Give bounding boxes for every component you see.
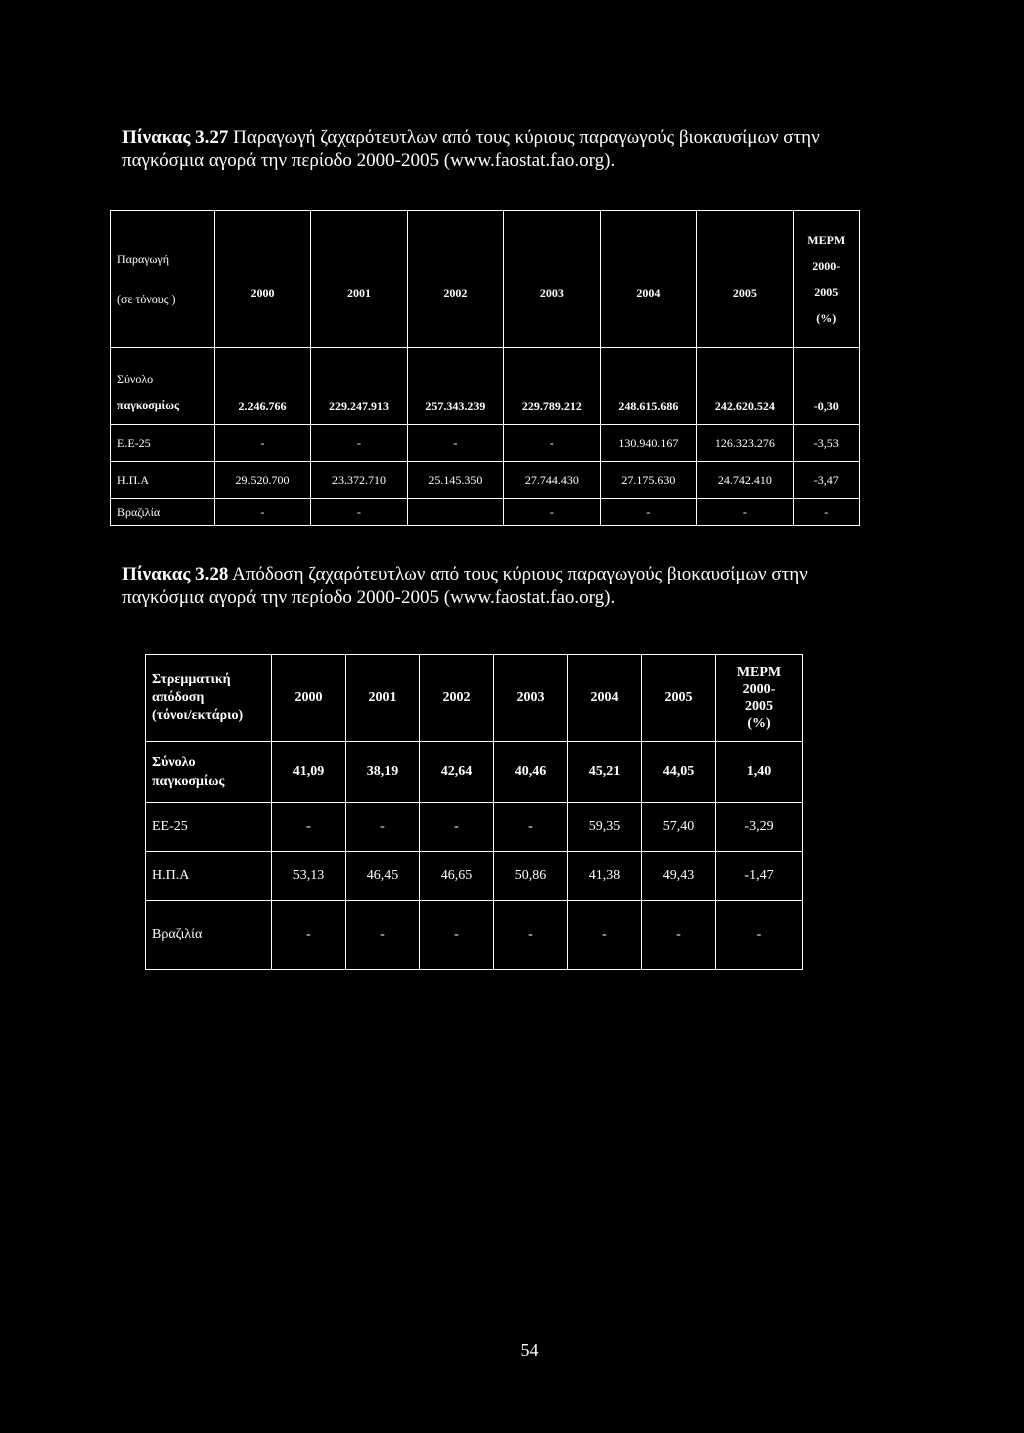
header-line: ΜΕΡΜ <box>807 233 846 247</box>
header-line: (%) <box>747 716 771 731</box>
row-label: Βραζιλία <box>146 901 272 970</box>
row-label <box>111 348 215 425</box>
row-label: Η.Π.Α <box>111 462 215 499</box>
row-label: Ε.Ε-25 <box>111 425 215 462</box>
table-row <box>111 348 860 425</box>
table-cell: 53,13 <box>272 852 346 901</box>
table-cell: - <box>793 499 859 526</box>
header-merp <box>793 211 859 348</box>
table-cell: - <box>346 803 420 852</box>
table-header-row <box>111 211 860 348</box>
table-cell: 23.372.710 <box>311 462 407 499</box>
table-cell: 229.789.212 <box>504 348 600 425</box>
table-cell: - <box>420 803 494 852</box>
row-label-line: παγκοσμίως <box>117 398 180 412</box>
caption-label: Πίνακας 3.27 <box>122 127 229 148</box>
table-cell: - <box>504 425 600 462</box>
table-cell: 59,35 <box>568 803 642 852</box>
table-cell <box>407 499 503 526</box>
header-year: 2004 <box>600 211 696 348</box>
table-cell: 49,43 <box>642 852 716 901</box>
header-first-cell <box>111 211 215 348</box>
header-year: 2002 <box>407 211 503 348</box>
table-cell: - <box>568 901 642 970</box>
table-cell: 1,40 <box>716 742 803 803</box>
table-cell: -3,29 <box>716 803 803 852</box>
table-cell: 257.343.239 <box>407 348 503 425</box>
table-row <box>111 499 860 526</box>
caption-text: Απόδοση ζαχαρότευτλων από τους κύριους παραγωγούς βιοκαυσίμων στην παγκόσμια αγορά την περίοδο 2000-2005 (www.faostat.fao.org). <box>122 564 808 608</box>
table-cell: 130.940.167 <box>600 425 696 462</box>
table-cell: - <box>346 901 420 970</box>
header-line: 2005 <box>745 699 773 714</box>
header-line: (%) <box>816 311 837 325</box>
table-cell: 2.246.766 <box>214 348 310 425</box>
table-cell: - <box>407 425 503 462</box>
table-cell: -3,47 <box>793 462 859 499</box>
header-year: 2001 <box>346 655 420 742</box>
table-cell: - <box>642 901 716 970</box>
table-cell: 25.145.350 <box>407 462 503 499</box>
table-cell: 242.620.524 <box>697 348 793 425</box>
header-first-cell <box>146 655 272 742</box>
table-cell: 40,46 <box>494 742 568 803</box>
table-cell: 126.323.276 <box>697 425 793 462</box>
table-cell: - <box>214 499 310 526</box>
row-label-line: Σύνολο <box>152 755 196 770</box>
table-cell: -0,30 <box>793 348 859 425</box>
table-cell: 42,64 <box>420 742 494 803</box>
table-cell: 41,09 <box>272 742 346 803</box>
page-number: 54 <box>520 1340 539 1360</box>
table-cell: - <box>272 901 346 970</box>
row-label <box>146 742 272 803</box>
header-year: 2004 <box>568 655 642 742</box>
table-cell: - <box>504 499 600 526</box>
header-year: 2002 <box>420 655 494 742</box>
table-cell: 248.615.686 <box>600 348 696 425</box>
table-cell: - <box>214 425 310 462</box>
table-row <box>111 425 860 462</box>
header-year: 2001 <box>311 211 407 348</box>
table-cell: - <box>716 901 803 970</box>
table-cell: - <box>600 499 696 526</box>
table-cell: 27.175.630 <box>600 462 696 499</box>
table-row <box>111 462 860 499</box>
header-line: 2000- <box>812 259 841 273</box>
header-year: 2003 <box>504 211 600 348</box>
table-cell: 50,86 <box>494 852 568 901</box>
header-year: 2000 <box>214 211 310 348</box>
table-cell: -3,53 <box>793 425 859 462</box>
sugar-beet-yield-table <box>145 654 803 970</box>
table-row <box>146 852 803 901</box>
caption-text: Παραγωγή ζαχαρότευτλων από τους κύριους παραγωγούς βιοκαυσίμων στην παγκόσμια αγορά την περίοδο 2000-2005 (www.faostat.fao.org). <box>122 127 820 171</box>
table-cell: 29.520.700 <box>214 462 310 499</box>
header-year: 2003 <box>494 655 568 742</box>
header-line: ΜΕΡΜ <box>736 665 782 680</box>
table-cell: 57,40 <box>642 803 716 852</box>
header-line: (σε τόνους ) <box>117 292 176 306</box>
header-line: Στρεμματική <box>152 672 231 687</box>
table-cell: 46,45 <box>346 852 420 901</box>
row-label-line: Σύνολο <box>117 372 154 386</box>
header-line: (τόνοι/εκτάριο) <box>152 708 244 723</box>
table-cell: 38,19 <box>346 742 420 803</box>
table-cell: 229.247.913 <box>311 348 407 425</box>
table-cell: - <box>272 803 346 852</box>
table-cell: - <box>494 901 568 970</box>
header-merp <box>716 655 803 742</box>
header-year: 2005 <box>697 211 793 348</box>
row-label: Βραζιλία <box>111 499 215 526</box>
table-cell: - <box>697 499 793 526</box>
header-line: 2005 <box>814 285 839 299</box>
table-header-row <box>146 655 803 742</box>
table-cell: 41,38 <box>568 852 642 901</box>
table-cell: - <box>311 425 407 462</box>
table-cell: - <box>494 803 568 852</box>
table-cell: - <box>311 499 407 526</box>
row-label: Η.Π.Α <box>146 852 272 901</box>
table-caption-3-28 <box>122 563 892 609</box>
table-cell: 45,21 <box>568 742 642 803</box>
table-row <box>146 803 803 852</box>
caption-label: Πίνακας 3.28 <box>122 564 229 585</box>
table-row <box>146 742 803 803</box>
table-cell: - <box>420 901 494 970</box>
header-line: απόδοση <box>152 690 205 705</box>
header-line: Παραγωγή <box>117 252 170 266</box>
header-year: 2000 <box>272 655 346 742</box>
table-cell: 27.744.430 <box>504 462 600 499</box>
row-label: ΕΕ-25 <box>146 803 272 852</box>
table-cell: 24.742.410 <box>697 462 793 499</box>
table-cell: 44,05 <box>642 742 716 803</box>
row-label-line: παγκοσμίως <box>152 774 225 789</box>
sugar-beet-production-table <box>110 210 860 526</box>
table-row <box>146 901 803 970</box>
header-year: 2005 <box>642 655 716 742</box>
table-cell: 46,65 <box>420 852 494 901</box>
header-line: 2000- <box>742 682 776 697</box>
table-caption-3-27 <box>122 126 892 172</box>
table-cell: -1,47 <box>716 852 803 901</box>
